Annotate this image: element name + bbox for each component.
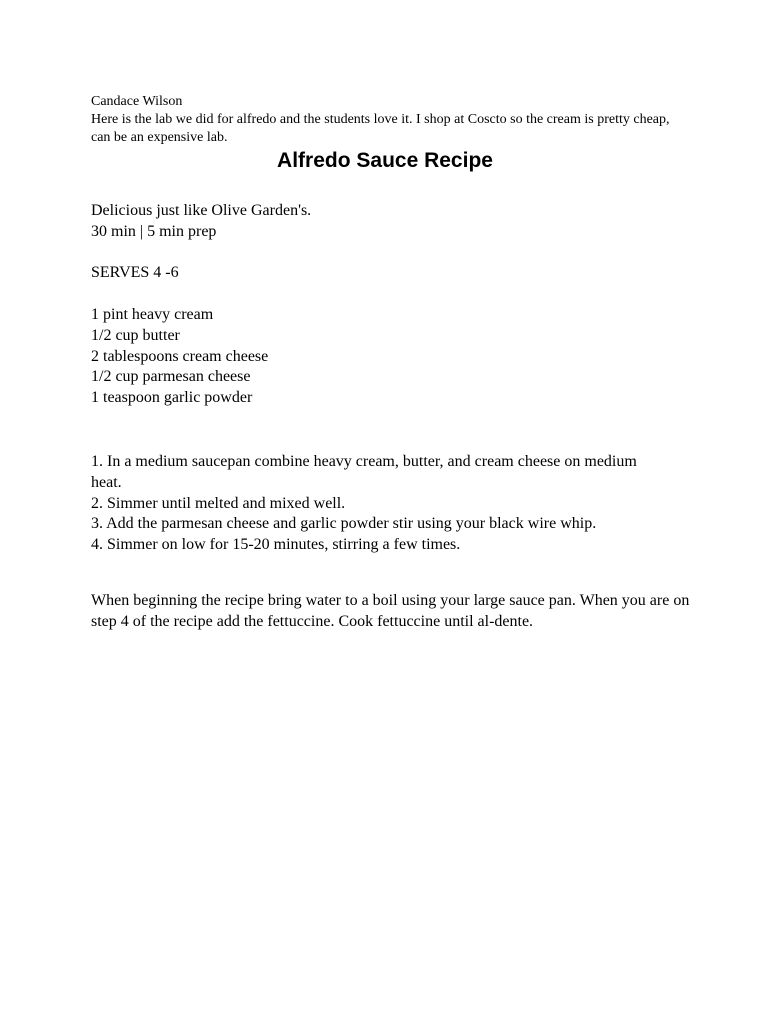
step-item: 1. In a medium saucepan combine heavy cream, butter, and cream cheese on medium heat.	[91, 453, 637, 491]
step-item: 3. Add the parmesan cheese and garlic powder stir using your black wire whip.	[91, 515, 597, 533]
author-message: Here is the lab we did for alfredo and the students love it. I shop at Coscto so the cream is pretty cheap, can be an expensive lab.	[91, 112, 670, 145]
ingredient-item: 1/2 cup parmesan cheese	[91, 368, 251, 386]
recipe-intro	[91, 201, 691, 243]
ingredient-item: 2 tablespoons cream cheese	[91, 347, 269, 365]
ingredient-item: 1 teaspoon garlic powder	[91, 389, 253, 407]
author-name: Candace Wilson	[91, 94, 183, 109]
recipe-title: Alfredo Sauce Recipe	[277, 149, 493, 172]
closing-text: When beginning the recipe bring water to a boil using your large sauce pan. When you are on step 4 of the recipe add the fettuccine. Cook fettuccine until al-dente.	[91, 592, 690, 630]
serves-text: SERVES 4 -6	[91, 264, 179, 281]
step-item: 4. Simmer on low for 15-20 minutes, stirring a few times.	[91, 536, 461, 554]
recipe-time: 30 min | 5 min prep	[91, 222, 217, 240]
closing-note	[91, 591, 691, 633]
recipe-description: Delicious just like Olive Garden's.	[91, 202, 312, 219]
ingredient-list	[91, 305, 691, 409]
ingredient-item: 1/2 cup butter	[91, 326, 180, 344]
author-note	[91, 93, 691, 147]
ingredient-item: 1 pint heavy cream	[91, 306, 214, 323]
recipe-serves	[91, 263, 691, 284]
step-list	[91, 452, 671, 556]
step-item: 2. Simmer until melted and mixed well.	[91, 494, 346, 512]
